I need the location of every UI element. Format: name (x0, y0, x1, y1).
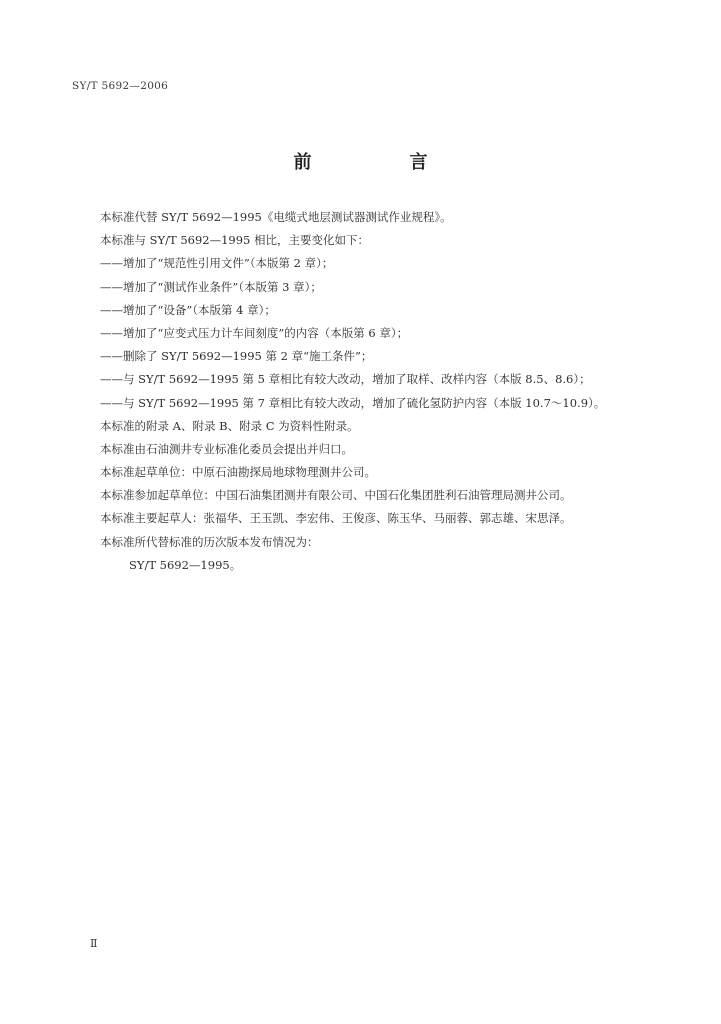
foreword-body (100, 206, 700, 577)
change-item: ——增加了“应变式压力计车间刻度”的内容（本版第 6 章）； (100, 325, 409, 340)
change-item: ——与 SY/T 5692—1995 第 5 章相比有较大改动，增加了取样、改样内容（本版 8.5、8.6）； (100, 372, 591, 387)
change-item: ——与 SY/T 5692—1995 第 7 章相比有较大改动，增加了硫化氢防护内容（本版 10.7～10.9）。 (100, 395, 606, 410)
paragraph-line: 本标准主要起草人：张福华、王玉凯、李宏伟、王俊彦、陈玉华、马丽蓉、郭志雄、宋思泽。 (100, 511, 572, 526)
paragraph-line: 本标准起草单位：中原石油勘探局地球物理测井公司。 (100, 465, 376, 480)
paragraph-line: 本标准与 SY/T 5692—1995 相比，主要变化如下： (100, 233, 370, 248)
paragraph-line: 本标准参加起草单位：中国石油集团测井有限公司、中国石化集团胜利石油管理局测井公司。 (100, 488, 572, 503)
change-item: ——删除了 SY/T 5692—1995 第 2 章“施工条件”； (100, 349, 373, 364)
change-item: ——增加了“测试作业条件”（本版第 3 章）； (100, 279, 322, 294)
change-item: ——增加了“设备”（本版第 4 章）； (100, 302, 276, 317)
page-number: Ⅱ (90, 937, 98, 950)
change-item: ——增加了“规范性引用文件”（本版第 2 章）； (100, 256, 334, 271)
paragraph-line: 本标准的附录 A、附录 B、附录 C 为资料性附录。 (100, 418, 359, 433)
paragraph-line: 本标准由石油测井专业标准化委员会提出并归口。 (100, 441, 353, 456)
standard-code-header: SY/T 5692—2006 (72, 80, 169, 92)
paragraph-line: 本标准代替 SY/T 5692—1995《电缆式地层测试器测试作业规程》。 (100, 210, 452, 224)
page-title: 前 言 (293, 152, 468, 173)
paragraph-line: 本标准所代替标准的历次版本发布情况为： (100, 534, 319, 549)
previous-version-line: SY/T 5692—1995。 (129, 557, 242, 572)
